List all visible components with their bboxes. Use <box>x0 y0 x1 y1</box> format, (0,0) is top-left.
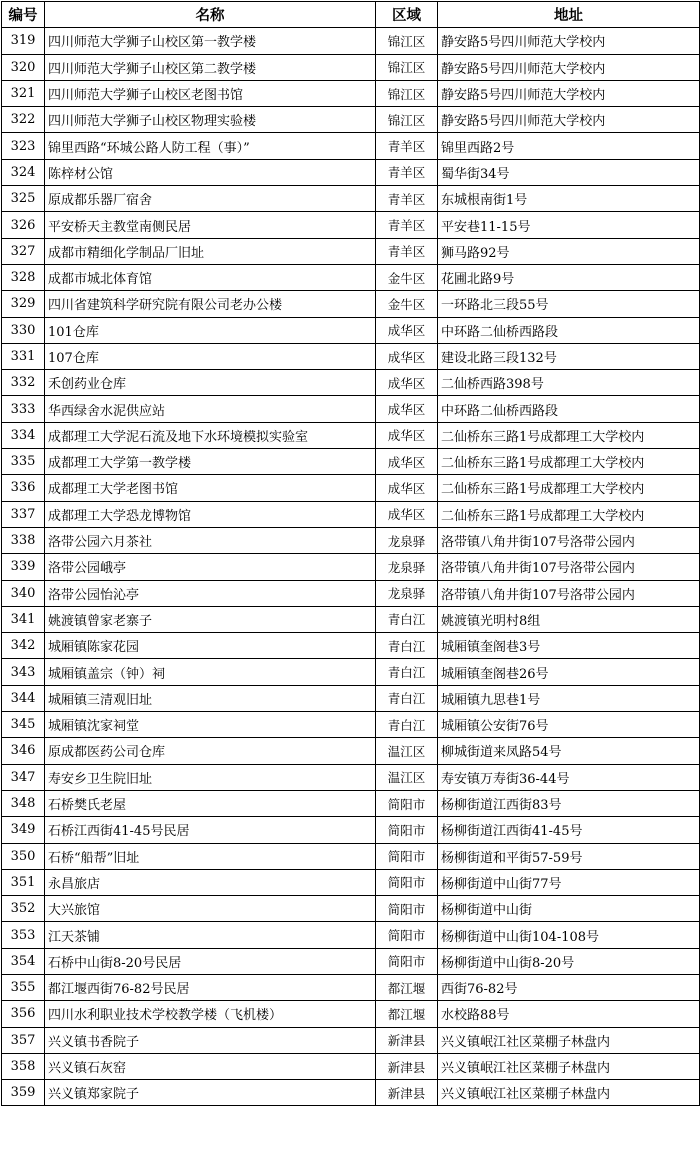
row-name: 都江堰西街76-82号民居 <box>45 974 376 1000</box>
row-district: 成华区 <box>376 317 438 343</box>
row-name: 107仓库 <box>45 343 376 369</box>
row-num: 323 <box>2 133 45 159</box>
row-address: 兴义镇岷江社区菜棚子林盘内 <box>438 1027 700 1053</box>
row-num: 345 <box>2 712 45 738</box>
row-num: 344 <box>2 685 45 711</box>
table-row <box>2 738 700 764</box>
row-district: 锦江区 <box>376 54 438 80</box>
row-num: 332 <box>2 370 45 396</box>
row-address: 蜀华街34号 <box>438 159 700 185</box>
table-row <box>2 291 700 317</box>
row-address: 兴义镇岷江社区菜棚子林盘内 <box>438 1053 700 1079</box>
row-district: 锦江区 <box>376 28 438 54</box>
row-num: 343 <box>2 659 45 685</box>
row-name: 城厢镇盖宗（钟）祠 <box>45 659 376 685</box>
row-address: 杨柳街道中山街77号 <box>438 869 700 895</box>
row-name: 城厢镇陈家花园 <box>45 633 376 659</box>
row-name: 四川师范大学狮子山校区第一教学楼 <box>45 28 376 54</box>
row-district: 简阳市 <box>376 922 438 948</box>
row-district: 温江区 <box>376 738 438 764</box>
row-num: 342 <box>2 633 45 659</box>
row-num: 327 <box>2 238 45 264</box>
row-district: 温江区 <box>376 764 438 790</box>
row-address: 二仙桥东三路1号成都理工大学校内 <box>438 475 700 501</box>
row-num: 356 <box>2 1001 45 1027</box>
row-num: 326 <box>2 212 45 238</box>
row-address: 城厢镇奎阁巷3号 <box>438 633 700 659</box>
row-num: 353 <box>2 922 45 948</box>
row-name: 石桥江西街41-45号民居 <box>45 817 376 843</box>
row-address: 杨柳街道江西街41-45号 <box>438 817 700 843</box>
row-district: 青白江 <box>376 606 438 632</box>
row-name: 城厢镇三清观旧址 <box>45 685 376 711</box>
row-address: 西街76-82号 <box>438 974 700 1000</box>
row-district: 简阳市 <box>376 896 438 922</box>
row-num: 341 <box>2 606 45 632</box>
row-name: 禾创药业仓库 <box>45 370 376 396</box>
row-district: 成华区 <box>376 370 438 396</box>
header-num: 编号 <box>2 2 45 28</box>
row-name: 成都市精细化学制品厂旧址 <box>45 238 376 264</box>
row-num: 355 <box>2 974 45 1000</box>
row-name: 成都市城北体育馆 <box>45 264 376 290</box>
row-address: 一环路北三段55号 <box>438 291 700 317</box>
row-address: 姚渡镇光明村8组 <box>438 606 700 632</box>
table-row <box>2 1027 700 1053</box>
row-name: 四川水利职业技术学校教学楼（飞机楼） <box>45 1001 376 1027</box>
row-num: 320 <box>2 54 45 80</box>
row-name: 锦里西路“环城公路人防工程（事）” <box>45 133 376 159</box>
row-num: 322 <box>2 107 45 133</box>
row-name: 洛带公园怡沁亭 <box>45 580 376 606</box>
row-name: 原成都医药公司仓库 <box>45 738 376 764</box>
row-num: 336 <box>2 475 45 501</box>
table-row <box>2 1080 700 1106</box>
row-district: 简阳市 <box>376 948 438 974</box>
table-row <box>2 659 700 685</box>
table-row <box>2 685 700 711</box>
row-address: 杨柳街道中山街 <box>438 896 700 922</box>
header-name: 名称 <box>45 2 376 28</box>
row-district: 龙泉驿 <box>376 527 438 553</box>
row-num: 338 <box>2 527 45 553</box>
row-district: 龙泉驿 <box>376 580 438 606</box>
row-district: 青羊区 <box>376 133 438 159</box>
header-row <box>2 2 700 28</box>
table-row <box>2 264 700 290</box>
table-row <box>2 212 700 238</box>
row-district: 新津县 <box>376 1027 438 1053</box>
header-address: 地址 <box>438 2 700 28</box>
row-name: 城厢镇沈家祠堂 <box>45 712 376 738</box>
row-district: 青白江 <box>376 659 438 685</box>
row-address: 杨柳街道江西街83号 <box>438 790 700 816</box>
row-address: 杨柳街道中山街104-108号 <box>438 922 700 948</box>
heritage-list-table <box>1 1 700 1106</box>
row-district: 青羊区 <box>376 159 438 185</box>
table-row <box>2 396 700 422</box>
row-name: 101仓库 <box>45 317 376 343</box>
row-num: 351 <box>2 869 45 895</box>
row-name: 石桥樊氏老屋 <box>45 790 376 816</box>
row-name: 洛带公园六月茶社 <box>45 527 376 553</box>
row-address: 城厢镇九思巷1号 <box>438 685 700 711</box>
row-name: 兴义镇郑家院子 <box>45 1080 376 1106</box>
row-address: 平安巷11-15号 <box>438 212 700 238</box>
row-num: 328 <box>2 264 45 290</box>
table-row <box>2 54 700 80</box>
row-name: 兴义镇石灰窑 <box>45 1053 376 1079</box>
row-district: 龙泉驿 <box>376 554 438 580</box>
row-address: 兴义镇岷江社区菜棚子林盘内 <box>438 1080 700 1106</box>
table-row <box>2 317 700 343</box>
row-name: 平安桥天主教堂南侧民居 <box>45 212 376 238</box>
table-row <box>2 869 700 895</box>
table-row <box>2 712 700 738</box>
row-address: 二仙桥东三路1号成都理工大学校内 <box>438 449 700 475</box>
row-district: 青羊区 <box>376 212 438 238</box>
row-district: 锦江区 <box>376 80 438 106</box>
table-row <box>2 133 700 159</box>
row-address: 杨柳街道中山街8-20号 <box>438 948 700 974</box>
row-address: 东城根南街1号 <box>438 186 700 212</box>
row-num: 348 <box>2 790 45 816</box>
row-num: 352 <box>2 896 45 922</box>
row-district: 成华区 <box>376 501 438 527</box>
row-address: 花圃北路9号 <box>438 264 700 290</box>
row-district: 新津县 <box>376 1080 438 1106</box>
row-name: 永昌旅店 <box>45 869 376 895</box>
row-district: 简阳市 <box>376 790 438 816</box>
row-name: 四川师范大学狮子山校区物理实验楼 <box>45 107 376 133</box>
table-row <box>2 1001 700 1027</box>
row-name: 原成都乐器厂宿舍 <box>45 186 376 212</box>
table-row <box>2 186 700 212</box>
table-row <box>2 80 700 106</box>
row-district: 简阳市 <box>376 817 438 843</box>
row-address: 静安路5号四川师范大学校内 <box>438 107 700 133</box>
table-row <box>2 343 700 369</box>
row-address: 二仙桥东三路1号成都理工大学校内 <box>438 422 700 448</box>
row-address: 水校路88号 <box>438 1001 700 1027</box>
table-row <box>2 449 700 475</box>
row-address: 城厢镇奎阁巷26号 <box>438 659 700 685</box>
row-name: 成都理工大学恐龙博物馆 <box>45 501 376 527</box>
row-num: 330 <box>2 317 45 343</box>
table-row <box>2 790 700 816</box>
row-num: 346 <box>2 738 45 764</box>
row-district: 青白江 <box>376 633 438 659</box>
row-district: 锦江区 <box>376 107 438 133</box>
row-name: 四川省建筑科学研究院有限公司老办公楼 <box>45 291 376 317</box>
row-district: 新津县 <box>376 1053 438 1079</box>
row-district: 简阳市 <box>376 869 438 895</box>
row-address: 锦里西路2号 <box>438 133 700 159</box>
row-district: 青白江 <box>376 685 438 711</box>
row-district: 成华区 <box>376 422 438 448</box>
table-header <box>2 2 700 28</box>
table-row <box>2 817 700 843</box>
row-name: 寿安乡卫生院旧址 <box>45 764 376 790</box>
row-district: 成华区 <box>376 343 438 369</box>
row-address: 静安路5号四川师范大学校内 <box>438 28 700 54</box>
table-row <box>2 238 700 264</box>
row-num: 329 <box>2 291 45 317</box>
row-name: 洛带公园峨亭 <box>45 554 376 580</box>
row-address: 洛带镇八角井街107号洛带公园内 <box>438 527 700 553</box>
row-num: 350 <box>2 843 45 869</box>
row-district: 青白江 <box>376 712 438 738</box>
row-num: 358 <box>2 1053 45 1079</box>
row-name: 大兴旅馆 <box>45 896 376 922</box>
table-row <box>2 422 700 448</box>
row-district: 金牛区 <box>376 264 438 290</box>
table-body <box>2 28 700 1106</box>
row-num: 319 <box>2 28 45 54</box>
row-address: 中环路二仙桥西路段 <box>438 396 700 422</box>
table-row <box>2 843 700 869</box>
table-row <box>2 554 700 580</box>
row-district: 都江堰 <box>376 1001 438 1027</box>
table-row <box>2 370 700 396</box>
row-district: 青羊区 <box>376 238 438 264</box>
row-name: 江天茶铺 <box>45 922 376 948</box>
row-address: 狮马路92号 <box>438 238 700 264</box>
row-address: 洛带镇八角井街107号洛带公园内 <box>438 554 700 580</box>
table-row <box>2 896 700 922</box>
table-row <box>2 28 700 54</box>
table-row <box>2 764 700 790</box>
row-address: 寿安镇万寿街36-44号 <box>438 764 700 790</box>
table-row <box>2 974 700 1000</box>
row-address: 柳城街道来凤路54号 <box>438 738 700 764</box>
row-district: 成华区 <box>376 396 438 422</box>
table-row <box>2 527 700 553</box>
row-num: 347 <box>2 764 45 790</box>
row-num: 349 <box>2 817 45 843</box>
row-district: 成华区 <box>376 475 438 501</box>
row-district: 成华区 <box>376 449 438 475</box>
row-name: 姚渡镇曾家老寨子 <box>45 606 376 632</box>
table-row <box>2 159 700 185</box>
row-district: 简阳市 <box>376 843 438 869</box>
row-num: 334 <box>2 422 45 448</box>
row-num: 325 <box>2 186 45 212</box>
table-row <box>2 501 700 527</box>
row-num: 335 <box>2 449 45 475</box>
row-name: 成都理工大学老图书馆 <box>45 475 376 501</box>
table-row <box>2 1053 700 1079</box>
row-address: 城厢镇公安街76号 <box>438 712 700 738</box>
row-name: 石桥中山街8-20号民居 <box>45 948 376 974</box>
header-district: 区域 <box>376 2 438 28</box>
row-num: 337 <box>2 501 45 527</box>
row-address: 中环路二仙桥西路段 <box>438 317 700 343</box>
row-name: 石桥“船帮”旧址 <box>45 843 376 869</box>
row-district: 都江堰 <box>376 974 438 1000</box>
row-num: 321 <box>2 80 45 106</box>
row-name: 四川师范大学狮子山校区第二教学楼 <box>45 54 376 80</box>
row-address: 二仙桥东三路1号成都理工大学校内 <box>438 501 700 527</box>
table-row <box>2 633 700 659</box>
row-name: 四川师范大学狮子山校区老图书馆 <box>45 80 376 106</box>
row-num: 324 <box>2 159 45 185</box>
row-address: 洛带镇八角井街107号洛带公园内 <box>438 580 700 606</box>
row-name: 陈梓材公馆 <box>45 159 376 185</box>
row-num: 331 <box>2 343 45 369</box>
row-address: 建设北路三段132号 <box>438 343 700 369</box>
row-district: 青羊区 <box>376 186 438 212</box>
table-row <box>2 580 700 606</box>
row-num: 357 <box>2 1027 45 1053</box>
row-name: 成都理工大学泥石流及地下水环境模拟实验室 <box>45 422 376 448</box>
row-address: 静安路5号四川师范大学校内 <box>438 80 700 106</box>
table-row <box>2 606 700 632</box>
row-num: 340 <box>2 580 45 606</box>
row-num: 333 <box>2 396 45 422</box>
row-address: 静安路5号四川师范大学校内 <box>438 54 700 80</box>
row-num: 354 <box>2 948 45 974</box>
row-address: 二仙桥西路398号 <box>438 370 700 396</box>
row-num: 359 <box>2 1080 45 1106</box>
table-row <box>2 107 700 133</box>
table-row <box>2 475 700 501</box>
table-row <box>2 948 700 974</box>
row-address: 杨柳街道和平街57-59号 <box>438 843 700 869</box>
row-name: 华西绿舍水泥供应站 <box>45 396 376 422</box>
row-num: 339 <box>2 554 45 580</box>
table-row <box>2 922 700 948</box>
row-name: 兴义镇书香院子 <box>45 1027 376 1053</box>
row-district: 金牛区 <box>376 291 438 317</box>
row-name: 成都理工大学第一教学楼 <box>45 449 376 475</box>
